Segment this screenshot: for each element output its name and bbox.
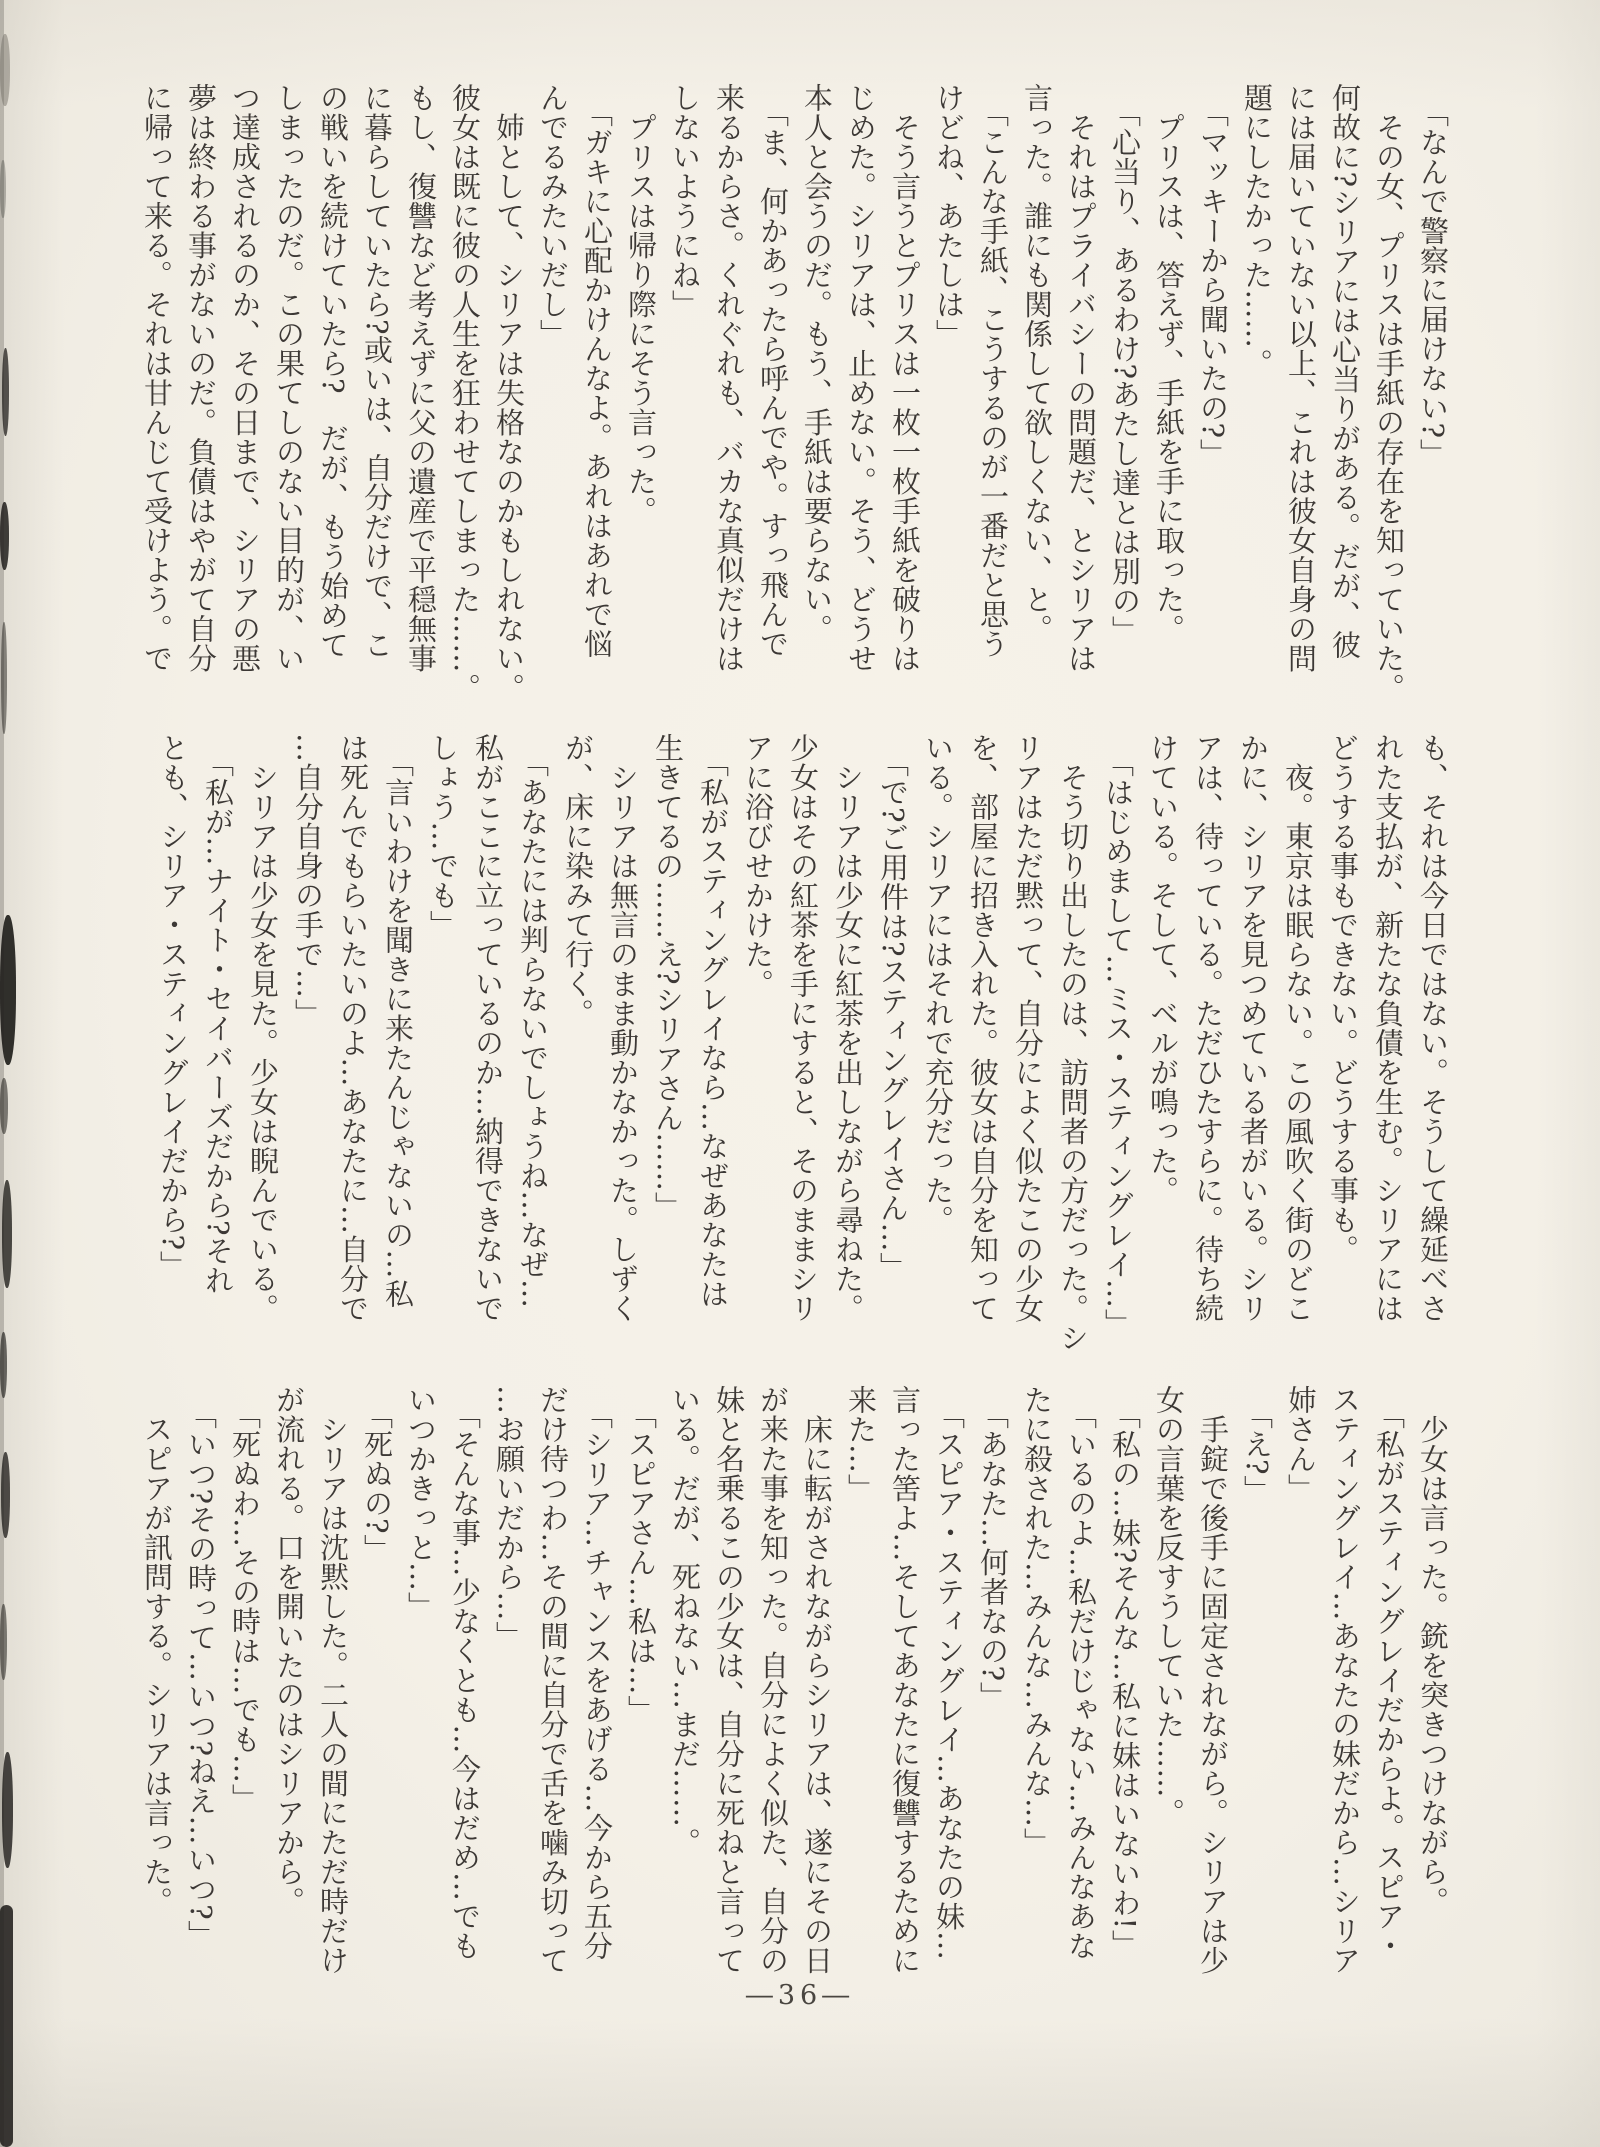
text-column: けている。そして、ベルが鳴った。 (1146, 733, 1180, 1205)
text-column: 少女は言った。銃を突きつけながら。 (1416, 1385, 1450, 1916)
text-column: が来た事を知った。自分によく似た、自分の (756, 1385, 790, 1975)
text-column: んでるみたいだし」 (536, 83, 570, 349)
text-band-middle (150, 733, 1455, 1353)
text-column: 手錠で後手に固定されながら。シリアは少 (1196, 1385, 1230, 1975)
text-column: も、それは今日ではない。そうして繰延べさ (1416, 733, 1450, 1323)
scan-blot (0, 160, 6, 218)
text-column: その女、プリスは手紙の存在を知っていた。 (1372, 83, 1406, 703)
scan-blot (1, 1452, 10, 1538)
text-column: シリアは沈黙した。二人の間にただ時だけ (316, 1385, 350, 1975)
scan-blot (0, 1332, 7, 1398)
text-column: 生きてるの……え?シリアさん……」 (651, 733, 685, 1222)
text-column: 「言いわけを聞きに来たんじゃないの…私 (381, 733, 415, 1309)
text-column: とも、シリア・スティングレイだから?」 (156, 733, 190, 1281)
text-column: 妹と名乗るこの少女は、自分に死ねと言って (712, 1385, 746, 1975)
text-column: いる。だが、死ねない…まだ……。 (668, 1385, 702, 1857)
text-column: の戦いを続けていたら? だが、もう始めて (316, 83, 350, 660)
text-column: つ達成されるのか、その日まで、シリアの悪 (228, 83, 262, 673)
text-column: かに、シリアを見つめている者がいる。シリ (1236, 733, 1270, 1323)
text-column: 「私がスティングレイなら…なぜあなたは (696, 733, 730, 1309)
text-column: 「シリア…チャンスをあげる…今から五分 (580, 1385, 614, 1961)
text-column: 「マッキーから聞いたの?」 (1196, 83, 1230, 469)
text-column: アは、待っている。ただひたすらに。待ち続 (1191, 733, 1225, 1323)
text-band-bottom (135, 1385, 1455, 1980)
text-column: 「あなた…何者なの?」 (976, 1385, 1010, 1712)
text-column: が流れる。口を開いたのはシリアから。 (272, 1385, 306, 1916)
text-column: は死んでもらいたいのよ…あなたに…自分で (336, 733, 370, 1323)
text-column: に帰って来る。それは甘んじて受けよう。で (140, 83, 174, 673)
text-column: 「で?ご用件は?スティングレイさん…」 (876, 733, 910, 1282)
text-column: どうする事もできない。どうする事も。 (1326, 733, 1360, 1264)
text-column: スピアが訊問する。シリアは言った。 (140, 1385, 174, 1916)
text-column: に暮らしていたら?或いは、自分だけで、こ (360, 83, 394, 660)
text-column: シリアは少女に紅茶を出しながら尋ねた。 (831, 733, 865, 1323)
page-number: ―36― (745, 1980, 855, 2011)
text-column: そう言うとプリスは一枚一枚手紙を破りは (888, 83, 922, 673)
scan-blot (0, 915, 16, 1065)
text-column: そう切り出したのは、訪問者の方だった。シ (1056, 733, 1090, 1353)
scan-binding-artifact (0, 0, 30, 2147)
text-column: 「心当り、あるわけ?あたし達とは別の」 (1108, 83, 1142, 646)
text-column: 「はじめまして…ミス・スティングレイ…」 (1101, 733, 1135, 1338)
text-column: 「え?」 (1240, 1385, 1274, 1505)
text-column: には届いていない以上、これは彼女自身の問 (1284, 83, 1318, 673)
text-column: 「ガキに心配かけんなよ。あれはあれで悩 (580, 83, 614, 659)
text-column: 「私が…ナイト・セイバーズだから?それ (201, 733, 235, 1296)
text-column: 「いるのよ…私だけじゃない…みんなあな (1064, 1385, 1098, 1961)
text-column: プリスは、答えず、手紙を手に取った。 (1152, 83, 1186, 644)
scan-blot (1, 622, 7, 734)
text-column: …お願いだから…」 (492, 1385, 526, 1651)
text-column: だけ待つわ…その間に自分で舌を噛み切って (536, 1385, 570, 1975)
scan-blot (0, 1604, 7, 1680)
text-column: 少女はその紅茶を手にすると、そのままシリ (786, 733, 820, 1323)
text-column: けどね、あたしは」 (932, 83, 966, 349)
text-column: を、部屋に招き入れた。彼女は自分を知って (966, 733, 1000, 1323)
text-column: 私がここに立っているのか…納得できないで (471, 733, 505, 1323)
text-column: スティングレイ…あなたの妹だから…シリア (1328, 1385, 1362, 1975)
text-column: 来た…」 (844, 1385, 878, 1503)
text-column: 「私がスティングレイだからよ。スピア・ (1372, 1385, 1406, 1961)
text-band-top (135, 83, 1455, 703)
text-column: 来るからさ。くれぐれも、バカな真似だけは (712, 83, 746, 673)
scan-blot (2, 1752, 13, 1868)
text-column: しまったのだ。この果てしのない目的が、い (272, 83, 306, 673)
scan-blot (0, 1905, 13, 2147)
text-column: 何故に?シリアには心当りがある。だが、彼 (1328, 83, 1362, 660)
text-column: …自分自身の手で…」 (291, 733, 325, 1028)
binding-shadow-strip (0, 0, 4, 2147)
text-column: リアはただ黙って、自分によく似たこの少女 (1011, 733, 1045, 1323)
text-column: いつかきっと…」 (404, 1385, 438, 1621)
text-column: が、床に染みて行く。 (561, 733, 595, 1028)
text-column: たに殺された…みんな…みんな…」 (1020, 1385, 1054, 1857)
text-column: いる。シリアにはそれで充分だった。 (921, 733, 955, 1235)
text-column: 夜。東京は眠らない。この風吹く街のどこ (1281, 733, 1315, 1323)
text-column: じめた。シリアは、止めない。そう、どうせ (844, 83, 878, 673)
text-column: しょう…でも」 (426, 733, 460, 940)
text-column: 本人と会うのだ。もう、手紙は要らない。 (800, 83, 834, 644)
text-column: もし、復讐など考えずに父の遺産で平穏無事 (404, 83, 438, 673)
text-column: 「スピア・スティングレイ…あなたの妹… (932, 1385, 966, 1961)
text-column: シリアは無言のまま動かなかった。しずく (606, 733, 640, 1323)
text-column: 女の言葉を反すうしていた……。 (1152, 1385, 1186, 1828)
text-column: 「死ぬの?」 (360, 1385, 394, 1564)
text-column: それはプライバシーの問題だ、とシリアは (1064, 83, 1098, 673)
text-column: 「私の…妹?そんな…私に妹はいないわ!」 (1108, 1385, 1142, 1960)
scan-blot (2, 1180, 12, 1288)
text-column: 「なんで警察に届けない?」 (1416, 83, 1450, 469)
text-column: シリアは少女を見た。少女は睨んでいる。 (246, 733, 280, 1323)
text-column: れた支払が、新たな負債を生む。シリアには (1371, 733, 1405, 1323)
text-column: アに浴びせかけた。 (741, 733, 775, 999)
text-column: 「あなたには判らないでしょうね…なぜ… (516, 733, 550, 1309)
text-column: 「死ぬわ…その時は…でも…」 (228, 1385, 262, 1813)
scan-blot (0, 1078, 8, 1134)
text-column: 彼女は既に彼の人生を狂わせてしまった……。 (448, 83, 482, 703)
scan-blot (2, 348, 9, 436)
text-column: 床に転がされながらシリアは、遂にその日 (800, 1385, 834, 1975)
scan-blot (0, 502, 9, 570)
text-column: 題にしたかった……。 (1240, 83, 1274, 378)
text-column: 言った筈よ…そしてあなたに復讐するために (888, 1385, 922, 1975)
text-column: プリスは帰り際にそう言った。 (624, 83, 658, 526)
text-column: 「スピアさん…私は…」 (624, 1385, 658, 1725)
text-column: 「いつ?その時って…いつ?ねえ…いつ?」 (184, 1385, 218, 1950)
text-column: 姉さん」 (1284, 1385, 1318, 1503)
text-column: 姉として、シリアは失格なのかもしれない。 (492, 83, 526, 703)
text-column: 「そんな事…少なくとも…今はだめ…でも (448, 1385, 482, 1961)
text-column: 「ま、何かあったら呼んでや。すっ飛んで (756, 83, 790, 659)
text-column: しないようにね」 (668, 83, 702, 319)
text-column: 夢は終わる事がないのだ。負債はやがて自分 (184, 83, 218, 673)
text-column: 言った。誰にも関係して欲しくない、と。 (1020, 83, 1054, 644)
scan-blot (0, 34, 10, 106)
text-column: 「こんな手紙、こうするのが一番だと思う (976, 83, 1010, 659)
